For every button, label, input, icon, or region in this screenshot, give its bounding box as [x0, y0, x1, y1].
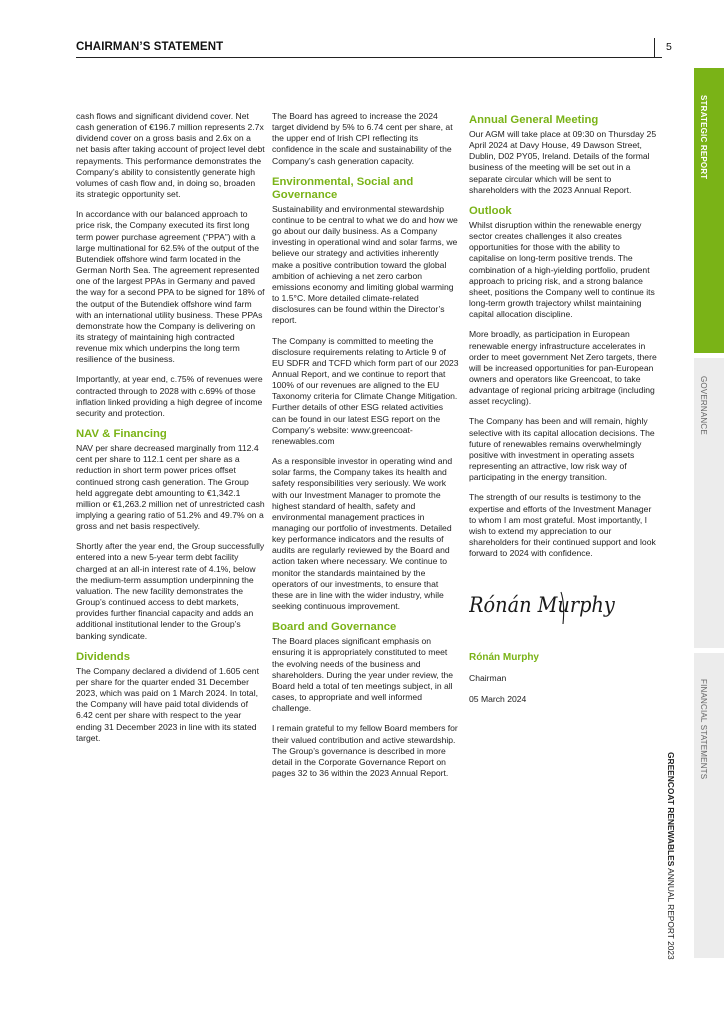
- sidebar-tab-governance-label[interactable]: GOVERNANCE: [699, 376, 708, 435]
- paragraph: Importantly, at year end, c.75% of revenues were contracted through to 2028 with c.69% of those inflation linked providing a high degree of income security and protection.: [76, 374, 263, 418]
- chairman-signature: [469, 584, 619, 626]
- paragraph: The Board places significant emphasis on ensuring it is appropriately constituted to meet the evolving needs of the business and shareholders. During the year under review, the Board held a total of ten meetings subject, in all cases, to appropriate and well informed challenge.: [272, 636, 454, 714]
- page-number: 5: [666, 41, 672, 53]
- svg-text:Rónán Murphy: Rónán Murphy: [469, 592, 615, 618]
- report-footer: [666, 752, 676, 960]
- sidebar-tab-financial-statements-label[interactable]: FINANCIAL STATEMENTS: [699, 679, 708, 780]
- paragraph: The Company has been and will remain, highly selective with its capital allocation decisions. The future of renewables remains overwhelmingly positive with investment in operating assets representing an attractive, low risk way of participating in the energy transition.: [469, 416, 655, 483]
- heading-agm: Annual General Meeting: [469, 114, 599, 126]
- paragraph: The Company is committed to meeting the disclosure requirements relating to Article 9 of EU SDFR and TCFD which form part of our 2023 Annual Report, and we continue to report that 100% of our revenues are aligned to the EU Taxonomy criteria for Climate Change Mitigation. Further details of other ESG related activities can be found in our latest ESG report on the Company’s website: www.greencoat-renewables.com: [272, 335, 459, 446]
- column-3: [469, 111, 657, 714]
- paragraph: Our AGM will take place at 09:30 on Thursday 25 April 2024 at Davy House, 49 Dawson Street, Dublin, D02 PY05, Ireland. Details of the formal business of the meeting will be set out in a separate circular which will be sent to shareholders with the 2023 Annual Report.: [469, 129, 657, 195]
- header-rule: [76, 57, 662, 58]
- column-2: [272, 111, 459, 788]
- paragraph: I remain grateful to my fellow Board members for their valued contribution and active stewardship. The Group’s governance is described in more detail in the Corporate Governance Report on pages 32 to 36 within the 2023 Annual Report.: [272, 723, 458, 778]
- brand-name: GREENCOAT RENEWABLES: [666, 752, 676, 867]
- heading-outlook: Outlook: [469, 204, 512, 217]
- statement-date: 05 March 2024: [469, 693, 527, 704]
- header-divider: [654, 38, 655, 58]
- paragraph: The Board has agreed to increase the 2024 target dividend by 5% to 6.74 cent per share, at the upper end of Irish CPI reflecting its confidence in the scale and sustainability of the Company’s cash generation capacity.: [272, 111, 453, 166]
- column-1: [76, 111, 265, 753]
- heading-esg: Environmental, Social and Governance: [272, 175, 414, 201]
- paragraph: More broadly, as participation in European renewable energy infrastructure accelerates in order to meet government Net Zero targets, there will be increased opportunities for pan-European owners and operators like Greencoat, to take advantage of regional pricing arbitrage (including asset recycling).: [469, 329, 657, 407]
- paragraph: The Company declared a dividend of 1.605 cent per share for the quarter ended 31 December 2023, which was paid on 1 March 2024. In total, the Company will have paid total dividends of 6.42 cent per share with respect to the year ending 31 December 2023 in line with its stated target.: [76, 665, 259, 743]
- report-title: ANNUAL REPORT 2023: [666, 866, 676, 960]
- paragraph: Shortly after the year end, the Group successfully entered into a new 5-year term debt facility charged at an all-in interest rate of 4.1%, below the medium-term assumption underpinning the valuation. The new facility demonstrates the Group’s continued access to debt markets, provides further financial capacity and adds an additional institutional lender to the Group’s banking syndicate.: [76, 541, 265, 641]
- signatory-role: Chairman: [469, 673, 507, 684]
- sidebar-tab-strategic-report-label[interactable]: STRATEGIC REPORT: [699, 95, 708, 180]
- paragraph: NAV per share decreased marginally from 112.4 cent per share to 112.1 cent per share as a reduction in short term power prices offset continued strong cash generation. The Group held aggregate debt amounting to €1,342.1 million or €1,263.2 million net of unrestricted cash implying a gearing ratio of 51.2% and 49.7% on a gross and net basis respectively.: [76, 443, 265, 532]
- heading-nav-financing: NAV & Financing: [76, 428, 167, 441]
- page-title: CHAIRMAN’S STATEMENT: [76, 41, 224, 53]
- paragraph: Whilst disruption within the renewable energy sector creates challenges it also creates opportunities for those with the ability to capitalise on long-term positive trends. The combination of a high-yielding portfolio, prudent approach to pricing risk, and a strong balance sheet, positions the Company well to continue its long-term growth trajectory whilst maintaining capital allocation discipline.: [469, 219, 655, 320]
- signatory-name: Rónán Murphy: [469, 652, 539, 664]
- heading-dividends: Dividends: [76, 650, 130, 663]
- paragraph: Sustainability and environmental stewardship continue to be central to what we do and how we go about our daily business. As a Company investing in operational wind and solar farms, we believe our strategy and activities inherently make a positive contribution toward the global ambition of achieving a net zero carbon emissions economy and limiting global warming to 1.5°C. More detailed climate-related disclosures can be found within the Director’s report.: [272, 203, 458, 326]
- paragraph: The strength of our results is testimony to the expertise and efforts of the Investment Manager to whom I am most grateful. Most importantly, I wish to extend my appreciation to our shareholders for their continued support and look forward to 2024 with confidence.: [469, 492, 656, 559]
- paragraph: As a responsible investor in operating wind and solar farms, the Company takes its health and safety responsibilities very seriously. We work with our Investment Manager to promote the highest standard of health, safety and environmental management practices in managing our portfolio of investments. Detailed key performance indicators and the results of audits are regularly reviewed by the Board and action taken where necessary. We continue to monitor the standards maintained by the operators of our investments, to ensure that these are in line with the wider industry, while seeking continuous improvement.: [272, 456, 453, 612]
- paragraph: cash flows and significant dividend cover. Net cash generation of €196.7 million represents 2.7x dividend cover on a gross basis and 2.6x on a net basis after taking account of project level debt repayments. This performance demonstrates the Company’s ability to consistently generate high volumes of cash flow and, in doing so, broaden its strategic opportunity set.: [76, 111, 265, 200]
- paragraph: In accordance with our balanced approach to price risk, the Company executed its first long term power purchase agreement (“PPA”) with a large multinational for 62.5% of the output of the Butendiek offshore wind farm located in the German North Sea. The agreement represented one of the largest PPAs in Germany and paved the way for a second PPA to be signed for 18% of the output of the Butendiek offshore wind farm with an international utility business. These PPAs demonstrate how the Company is delivering on its strategy of maintaining high contracted revenue mix which underpins the long term resilience of the business.: [76, 209, 265, 365]
- heading-board-governance: Board and Governance: [272, 621, 397, 634]
